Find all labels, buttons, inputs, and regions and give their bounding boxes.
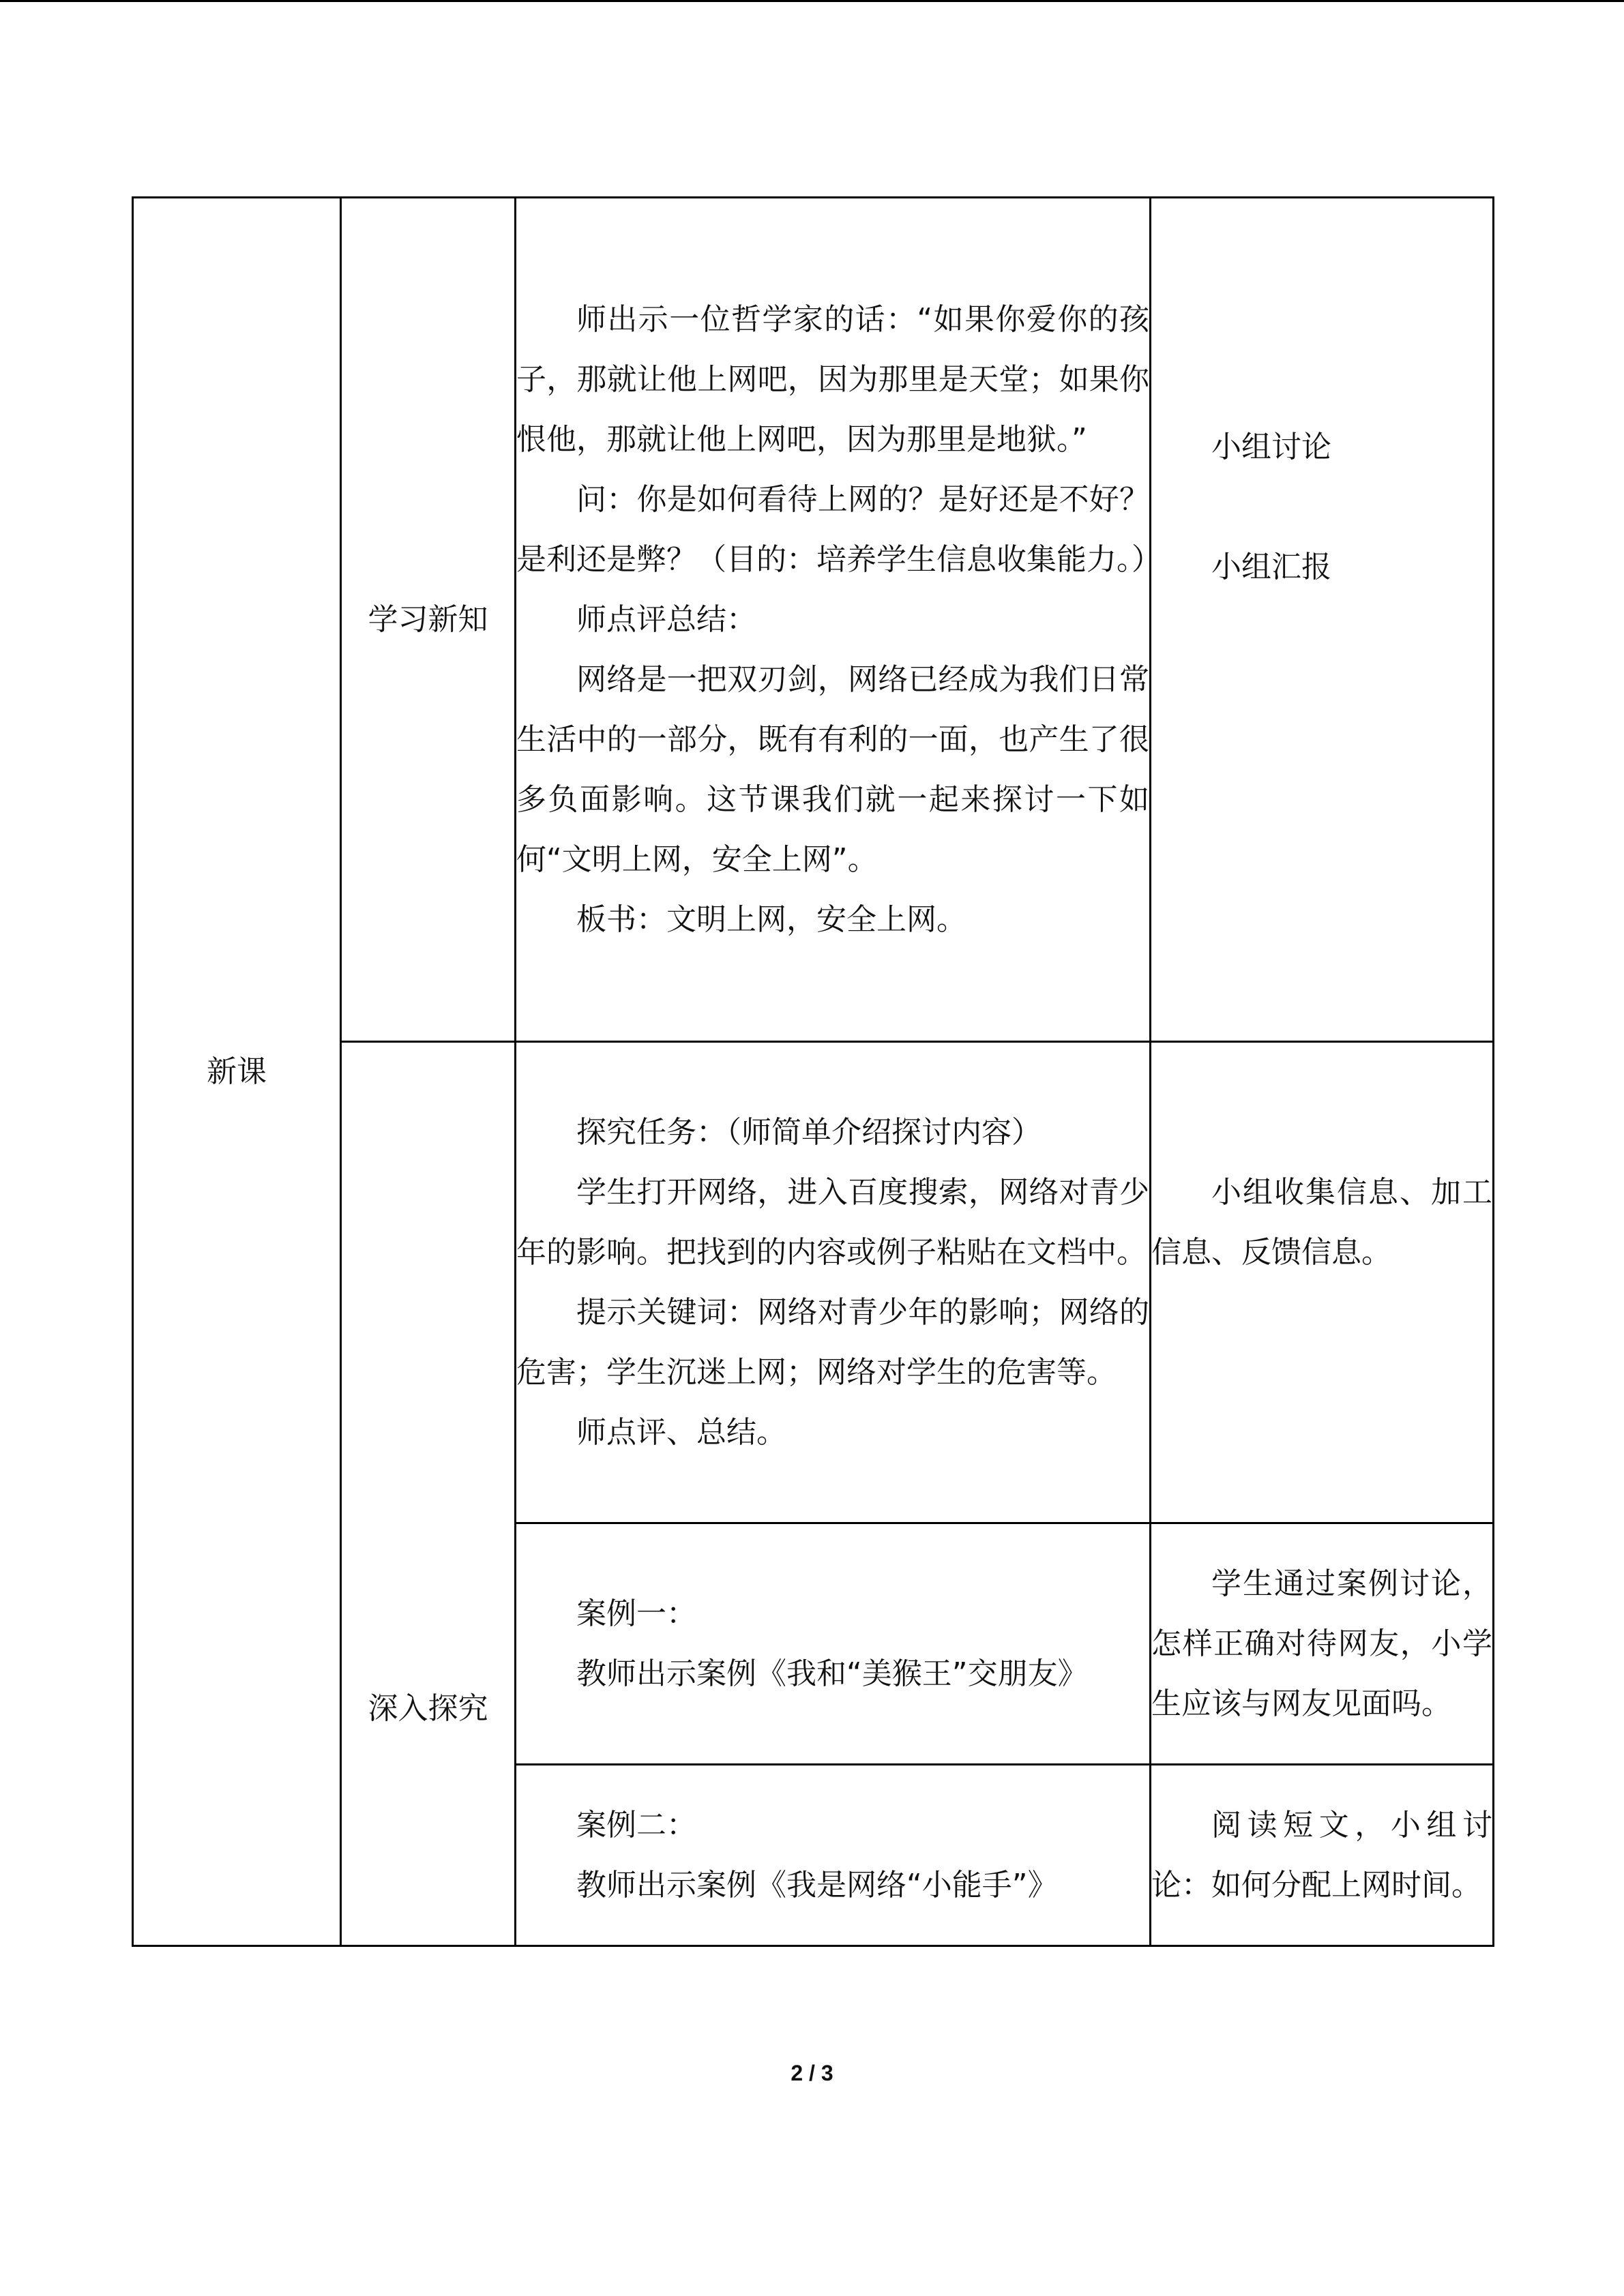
teacher-paragraph: 案例二： <box>576 1807 696 1843</box>
teacher-activity-cell <box>516 198 1162 1042</box>
lesson-plan-table <box>132 196 1494 1947</box>
stage-cell-deep-explore <box>341 1042 516 1946</box>
teacher-activity-cell <box>516 1042 1151 1523</box>
teacher-paragraph: 网络是一把双刃剑，网络已经成为我们日常生活中的一部分，既有有利的一面，也产生了很多负面影响。这节课我们就一起来探讨一下如何“文明上网，安全上网”。 <box>516 661 1149 877</box>
page-top-border <box>0 0 1624 2</box>
teacher-paragraph: 问：你是如何看待上网的？是好还是不好？是利还是弊？（目的：培养学生信息收集能力。） <box>516 481 1162 577</box>
student-activity-cell <box>1151 198 1494 1042</box>
student-paragraph: 阅读短文，小组讨论：如何分配上网时间。 <box>1151 1807 1492 1903</box>
teacher-paragraph: 师点评、总结。 <box>576 1414 786 1450</box>
page-number: 2 / 3 <box>791 2061 833 2085</box>
teacher-paragraph: 教师出示案例《我和“美猴王”交朋友》 <box>576 1656 1088 1691</box>
teacher-paragraph: 学生打开网络，进入百度搜索，网络对青少年的影响。把找到的内容或例子粘贴在文档中。 <box>516 1174 1149 1270</box>
student-paragraph: 小组收集信息、加工信息、反馈信息。 <box>1151 1174 1492 1270</box>
teacher-paragraph: 师点评总结： <box>576 601 756 637</box>
teacher-paragraph: 提示关键词：网络对青少年的影响；网络的危害；学生沉迷上网；网络对学生的危害等。 <box>516 1294 1149 1390</box>
student-activity-cell <box>1151 1523 1494 1765</box>
table-row <box>133 198 1494 1042</box>
teacher-activity-cell <box>516 1765 1151 1946</box>
student-line: 小组汇报 <box>1211 549 1331 584</box>
teacher-paragraph: 案例一： <box>576 1596 696 1631</box>
stage-label: 深入探究 <box>368 1690 488 1726</box>
teacher-paragraph: 教师出示案例《我是网络“小能手”》 <box>576 1867 1058 1903</box>
student-paragraph: 学生通过案例讨论，怎样正确对待网友，小学生应该与网友见面吗。 <box>1151 1566 1492 1721</box>
student-activity-cell <box>1151 1765 1494 1946</box>
teacher-activity-cell <box>516 1523 1151 1765</box>
teacher-paragraph: 探究任务：（师简单介绍探讨内容） <box>576 1114 1042 1150</box>
phase-cell: 新课 <box>133 198 341 1946</box>
teacher-paragraph: 师出示一位哲学家的话：“如果你爱你的孩子，那就让他上网吧，因为那里是天堂；如果你恨他，那就让他上网吧，因为那里是地狱。” <box>516 301 1149 457</box>
teacher-paragraph: 板书：文明上网，安全上网。 <box>576 901 966 937</box>
stage-cell-learn-new: 学习新知 <box>341 198 516 1042</box>
student-activity-cell <box>1151 1042 1494 1523</box>
student-line: 小组讨论 <box>1211 429 1331 464</box>
